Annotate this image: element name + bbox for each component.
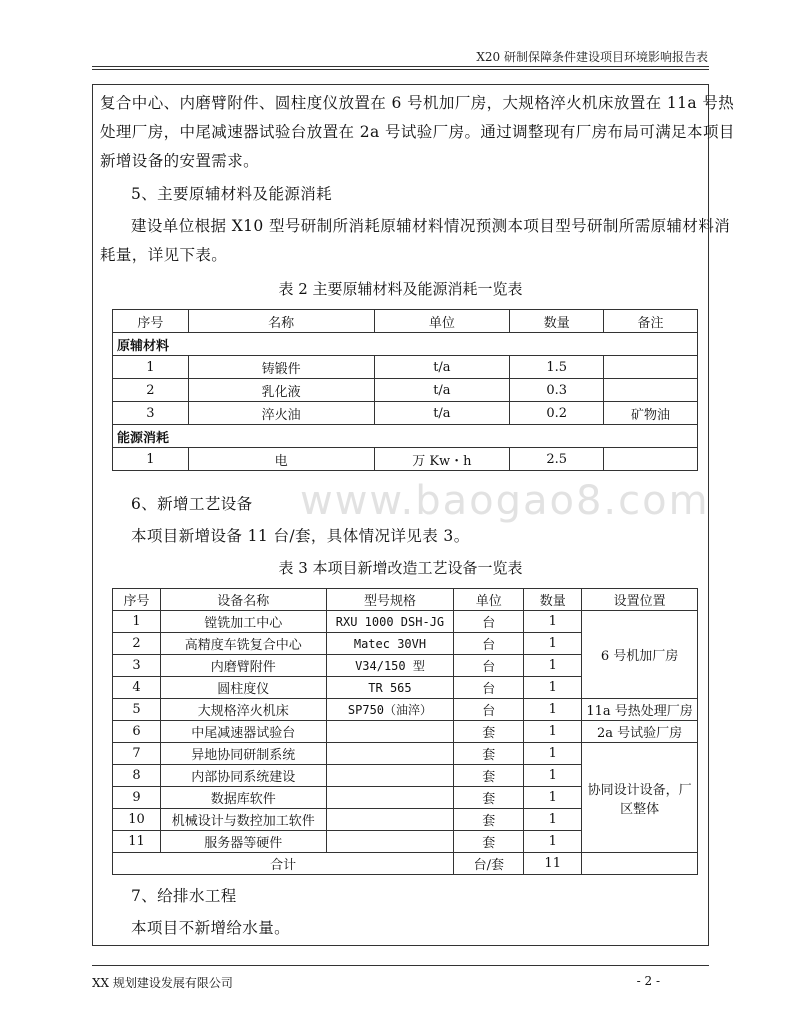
table-cell: 服务器等硬件 [160, 831, 326, 853]
table-row [113, 402, 698, 425]
table-cell: 3 [113, 655, 161, 677]
table-cell: 1 [524, 633, 582, 655]
table-cell: t/a [374, 402, 510, 425]
table-row [113, 356, 698, 379]
equipment-table [112, 588, 698, 875]
table-cell [326, 721, 454, 743]
footer-company: XX 规划建设发展有限公司 [92, 976, 233, 990]
table-cell: 台 [454, 699, 524, 721]
table-cell: 台 [454, 611, 524, 633]
table-cell: 铸锻件 [188, 356, 374, 379]
table-cell: 台 [454, 677, 524, 699]
column-header: 数量 [510, 310, 604, 333]
table-cell [582, 853, 698, 875]
column-header: 设备名称 [160, 589, 326, 611]
footer-rule [92, 965, 709, 966]
table-cell: 套 [454, 787, 524, 809]
table-cell: 高精度车铣复合中心 [160, 633, 326, 655]
table-cell: 1 [524, 787, 582, 809]
total-unit: 台/套 [454, 853, 524, 875]
table-cell: t/a [374, 379, 510, 402]
table-cell [326, 831, 454, 853]
paragraph-line: 复合中心、内磨臂附件、圆柱度仪放置在 6 号机加厂房，大规格淬火机床放置在 11a 号热 [100, 94, 735, 112]
table-cell: 圆柱度仪 [160, 677, 326, 699]
table-cell: 1 [524, 655, 582, 677]
location-cell [582, 743, 698, 853]
header-rule-double [92, 69, 709, 70]
paragraph-line: 耗量，详见下表。 [100, 246, 228, 264]
table-cell [326, 765, 454, 787]
table-cell: 大规格淬火机床 [160, 699, 326, 721]
table-cell: 1 [524, 721, 582, 743]
table-cell: 套 [454, 721, 524, 743]
table-cell: 机械设计与数控加工软件 [160, 809, 326, 831]
column-header: 单位 [454, 589, 524, 611]
table-cell: 4 [113, 677, 161, 699]
location-cell: 6 号机加厂房 [582, 611, 698, 699]
table-cell: 内磨臂附件 [160, 655, 326, 677]
table-cell: 11 [113, 831, 161, 853]
column-header: 型号规格 [326, 589, 454, 611]
paragraph-line: 处理厂房，中尾减速器试验台放置在 2a 号试验厂房。通过调整现有厂房布局可满足本项目 [100, 123, 735, 141]
table-cell: 0.2 [510, 402, 604, 425]
table-cell: 9 [113, 787, 161, 809]
table-2-caption: 表 2 主要原辅材料及能源消耗一览表 [278, 280, 523, 298]
watermark: www.baogao8.com [300, 478, 710, 524]
table-cell: 万 Kw・h [374, 448, 510, 471]
table-cell: 1.5 [510, 356, 604, 379]
table-cell: 1 [524, 699, 582, 721]
table-cell: t/a [374, 356, 510, 379]
table-cell: 矿物油 [604, 402, 698, 425]
table-cell: Matec 30VH [326, 633, 454, 655]
column-header: 数量 [524, 589, 582, 611]
table-row [113, 721, 698, 743]
table-cell: 2.5 [510, 448, 604, 471]
table-cell: V34/150 型 [326, 655, 454, 677]
table-cell [604, 356, 698, 379]
table-cell: 数据库软件 [160, 787, 326, 809]
table-cell: 5 [113, 699, 161, 721]
location-line: 区整体 [620, 801, 660, 817]
column-header: 备注 [604, 310, 698, 333]
paragraph-line: 本项目新增设备 11 台/套，具体情况详见表 3。 [131, 527, 470, 545]
table-cell: 0.3 [510, 379, 604, 402]
table-cell: 中尾减速器试验台 [160, 721, 326, 743]
table-cell: 淬火油 [188, 402, 374, 425]
table-cell: 电 [188, 448, 374, 471]
table-row [113, 611, 698, 633]
table-cell: 套 [454, 765, 524, 787]
table-cell: 1 [524, 809, 582, 831]
table-3-caption: 表 3 本项目新增改造工艺设备一览表 [278, 559, 523, 577]
table-cell: 内部协同系统建设 [160, 765, 326, 787]
total-label: 合计 [113, 853, 454, 875]
document-header-title: X20 研制保障条件建设项目环境影响报告表 [476, 50, 708, 64]
table-cell: 10 [113, 809, 161, 831]
table-row [113, 448, 698, 471]
materials-table [112, 309, 698, 471]
table-cell: 1 [524, 611, 582, 633]
table-header-row [113, 589, 698, 611]
paragraph-line: 新增设备的安置需求。 [100, 152, 260, 170]
table-cell: 1 [113, 611, 161, 633]
location-cell: 11a 号热处理厂房 [582, 699, 698, 721]
table-cell: 台 [454, 655, 524, 677]
column-header: 序号 [113, 310, 189, 333]
table-cell: 7 [113, 743, 161, 765]
table-cell: 3 [113, 402, 189, 425]
table-cell: 1 [524, 765, 582, 787]
section-7-heading: 7、给排水工程 [131, 887, 237, 905]
page-number: - 2 - [636, 974, 660, 988]
table-cell: 乳化液 [188, 379, 374, 402]
table-cell [326, 787, 454, 809]
table-cell: 6 [113, 721, 161, 743]
table-header-row [113, 310, 698, 333]
table-cell: 台 [454, 633, 524, 655]
table-cell: 1 [524, 831, 582, 853]
column-header: 设置位置 [582, 589, 698, 611]
group-label: 原辅材料 [113, 333, 698, 356]
table-cell: TR 565 [326, 677, 454, 699]
paragraph-line: 本项目不新增给水量。 [131, 919, 291, 937]
group-label: 能源消耗 [113, 425, 698, 448]
table-cell: 1 [524, 743, 582, 765]
table-total-row [113, 853, 698, 875]
column-header: 名称 [188, 310, 374, 333]
table-row [113, 699, 698, 721]
table-cell [604, 448, 698, 471]
location-line: 协同设计设备，厂 [587, 782, 692, 798]
table-group-row [113, 425, 698, 448]
paragraph-line: 建设单位根据 X10 型号研制所消耗原辅材料情况预测本项目型号研制所需原辅材料消 [131, 217, 731, 235]
table-cell: SP750（油淬） [326, 699, 454, 721]
table-cell: 8 [113, 765, 161, 787]
header-rule [92, 66, 709, 67]
table-group-row [113, 333, 698, 356]
table-cell: 套 [454, 831, 524, 853]
table-cell: 镗铣加工中心 [160, 611, 326, 633]
table-cell [326, 743, 454, 765]
table-row [113, 743, 698, 765]
table-cell: 异地协同研制系统 [160, 743, 326, 765]
table-cell: 1 [113, 448, 189, 471]
table-cell: 套 [454, 743, 524, 765]
section-6-heading: 6、新增工艺设备 [131, 495, 253, 513]
location-cell: 2a 号试验厂房 [582, 721, 698, 743]
table-cell [604, 379, 698, 402]
section-5-heading: 5、主要原辅材料及能源消耗 [131, 185, 333, 203]
table-cell: 1 [524, 677, 582, 699]
table-cell: 2 [113, 379, 189, 402]
table-cell [326, 809, 454, 831]
column-header: 单位 [374, 310, 510, 333]
table-cell: 套 [454, 809, 524, 831]
total-count: 11 [524, 853, 582, 875]
table-cell: 1 [113, 356, 189, 379]
table-row [113, 379, 698, 402]
table-cell: 2 [113, 633, 161, 655]
table-cell: RXU 1000 DSH-JG [326, 611, 454, 633]
column-header: 序号 [113, 589, 161, 611]
